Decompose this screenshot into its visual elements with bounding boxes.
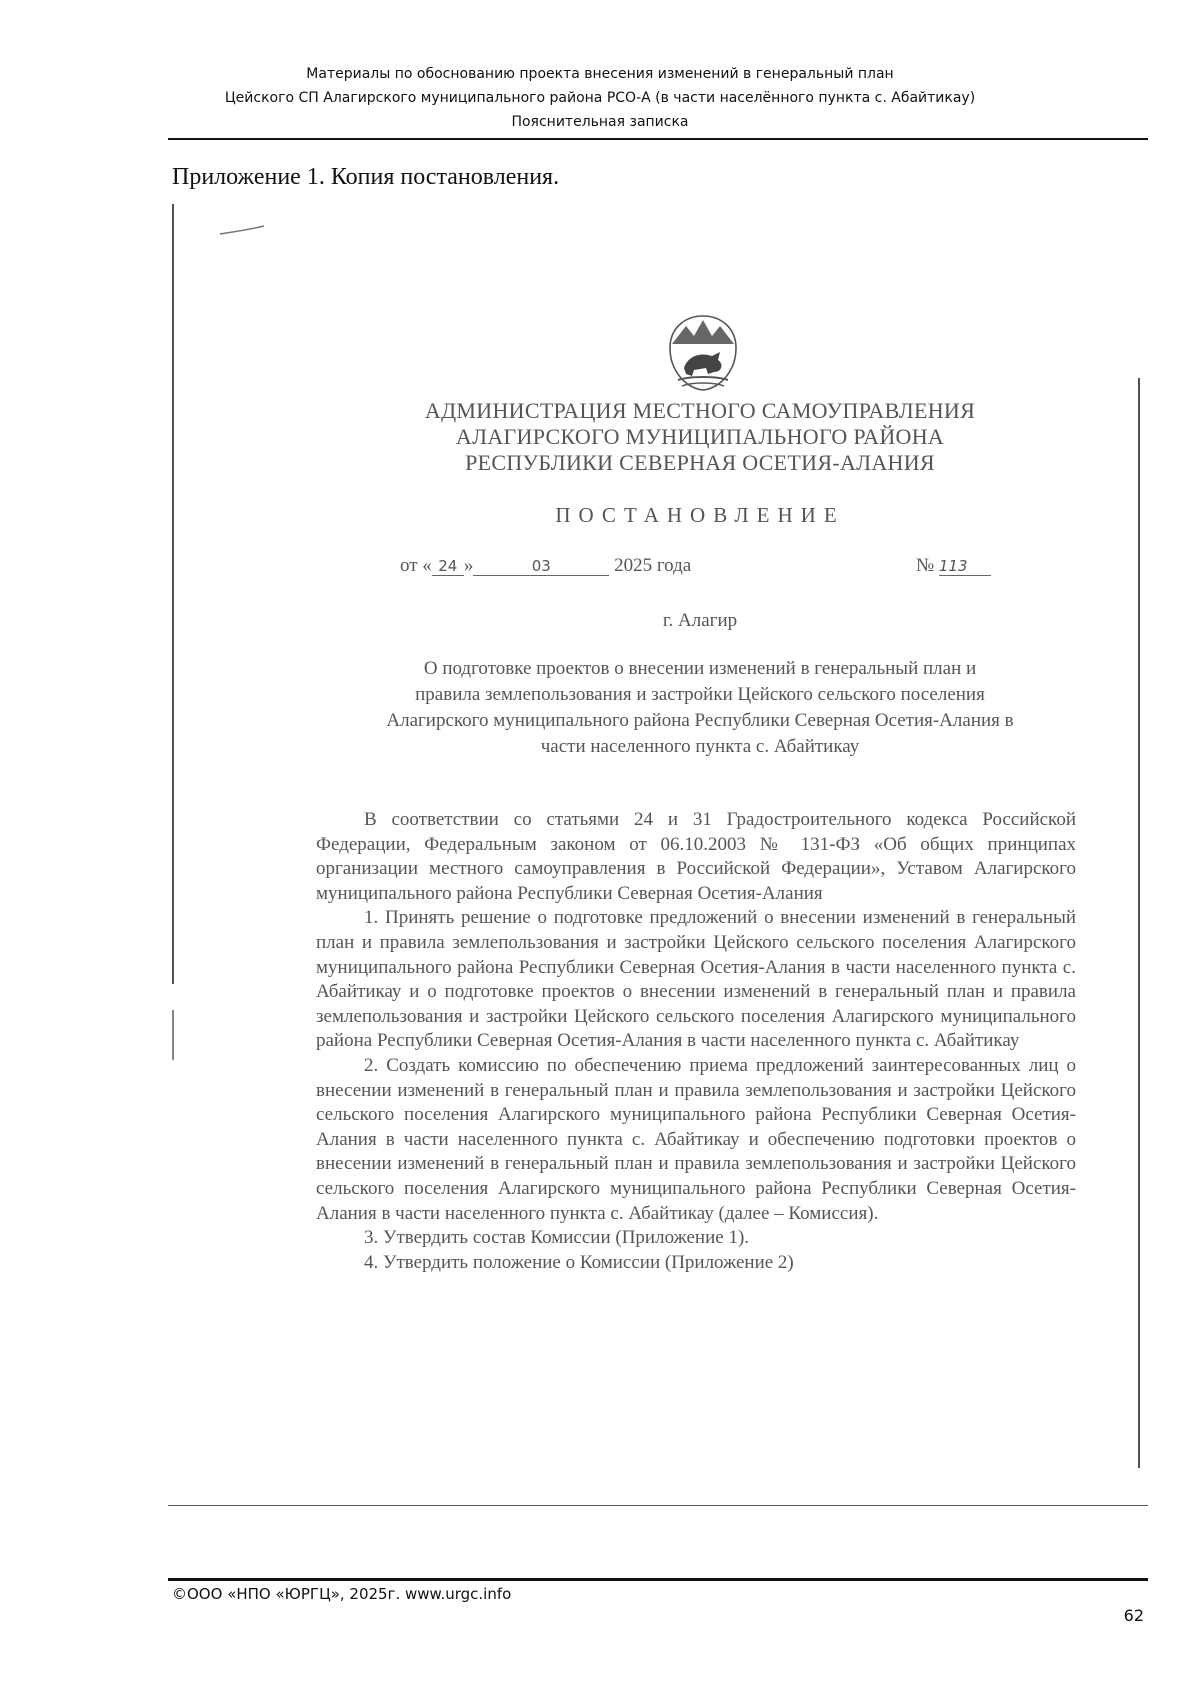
decree-date bbox=[400, 555, 691, 577]
scan-left-edge bbox=[172, 204, 174, 984]
page-number: 62 bbox=[1123, 1606, 1144, 1625]
document-type: ПОСТАНОВЛЕНИЕ bbox=[555, 503, 845, 527]
decree-number bbox=[916, 555, 991, 577]
item-3: 3. Утвердить состав Комиссии (Приложение 1). bbox=[364, 1227, 750, 1249]
header-divider bbox=[168, 138, 1148, 140]
subject-line-4: части населенного пункта с. Абайтикау bbox=[540, 736, 860, 757]
decree-body bbox=[316, 808, 1076, 1275]
date-day: 24 bbox=[432, 557, 464, 576]
preamble: В соответствии со статьями 24 и 31 Градостроительного кодекса Российской Федерации, Федеральным законом от 06.10.2003 № 131-ФЗ «Об общих принципах организации местного самоуправления в Российской Федерации», Уставом Алагирского муниципального района Республики Северная Осетия-Алания bbox=[316, 809, 1076, 904]
admin-heading-line-1: АДМИНИСТРАЦИЯ МЕСТНОГО САМОУПРАВЛЕНИЯ bbox=[424, 398, 976, 423]
date-year: 2025 года bbox=[614, 555, 692, 576]
date-prefix: от « bbox=[400, 555, 432, 576]
footer-copyright: ©ООО «НПО «ЮРГЦ», 2025г. www.urgc.info bbox=[172, 1585, 512, 1603]
coat-of-arms-emblem-icon bbox=[664, 312, 742, 394]
admin-heading-line-2: АЛАГИРСКОГО МУНИЦИПАЛЬНОГО РАЙОНА bbox=[455, 424, 945, 449]
subject-line-1: О подготовке проектов о внесении изменений в генеральный план и bbox=[423, 658, 977, 679]
city: г. Алагир bbox=[662, 610, 738, 631]
scan-bottom-divider bbox=[168, 1505, 1148, 1506]
header-line-2: Цейского СП Алагирского муниципального района РСО-А (в части населённого пункта с. Абайтикау) bbox=[224, 90, 976, 106]
subject-line-2: правила землепользования и застройки Цейского сельского поселения bbox=[415, 684, 985, 705]
number-value: 113 bbox=[939, 557, 991, 576]
subject-line-3: Алагирского муниципального района Республики Северная Осетия-Алания в bbox=[386, 710, 1014, 731]
scan-right-edge bbox=[1138, 378, 1140, 1468]
date-month: 03 bbox=[473, 557, 609, 576]
scan-pen-stroke bbox=[218, 220, 268, 238]
scan-left-edge-mark bbox=[172, 1010, 174, 1060]
date-close-quote: » bbox=[463, 555, 474, 576]
item-1: 1. Принять решение о подготовке предложений о внесении изменений в генеральный план и правила землепользования и застройки Цейского сельского поселения Алагирского муниципального района Республики Северная Осетия-Алания в части населенного пункта с. Абайтикау и о подготовке проектов о внесении изменений в генеральный план и правила землепользования и застройки Цейского сельского поселения Алагирского муниципального района Республики Северная Осетия-Алания в части населенного пункта с. Абайтикау bbox=[316, 907, 1076, 1052]
header-line-3: Пояснительная записка bbox=[511, 114, 689, 130]
item-2: 2. Создать комиссию по обеспечению приема предложений заинтересованных лиц о внесении изменений в генеральный план и правила землепользования и застройки Цейского сельского поселения Алагирского муниципального района Республики Северная Осетия-Алания в части населенного пункта с. Абайтикау и обеспечению подготовки проектов о внесении изменений в генеральный план и правила землепользования и застройки Цейского сельского поселения Алагирского муниципального района Республики Северная Осетия-Алания в части населенного пункта с. Абайтикау (далее – Комиссия). bbox=[316, 1054, 1076, 1224]
header-line-1: Материалы по обоснованию проекта внесения изменений в генеральный план bbox=[306, 66, 894, 82]
number-prefix: № bbox=[916, 555, 935, 576]
item-4: 4. Утвердить положение о Комиссии (Приложение 2) bbox=[364, 1251, 794, 1273]
appendix-title: Приложение 1. Копия постановления. bbox=[172, 164, 560, 190]
footer-divider bbox=[168, 1578, 1148, 1581]
admin-heading-line-3: РЕСПУБЛИКИ СЕВЕРНАЯ ОСЕТИЯ-АЛАНИЯ bbox=[465, 450, 935, 475]
